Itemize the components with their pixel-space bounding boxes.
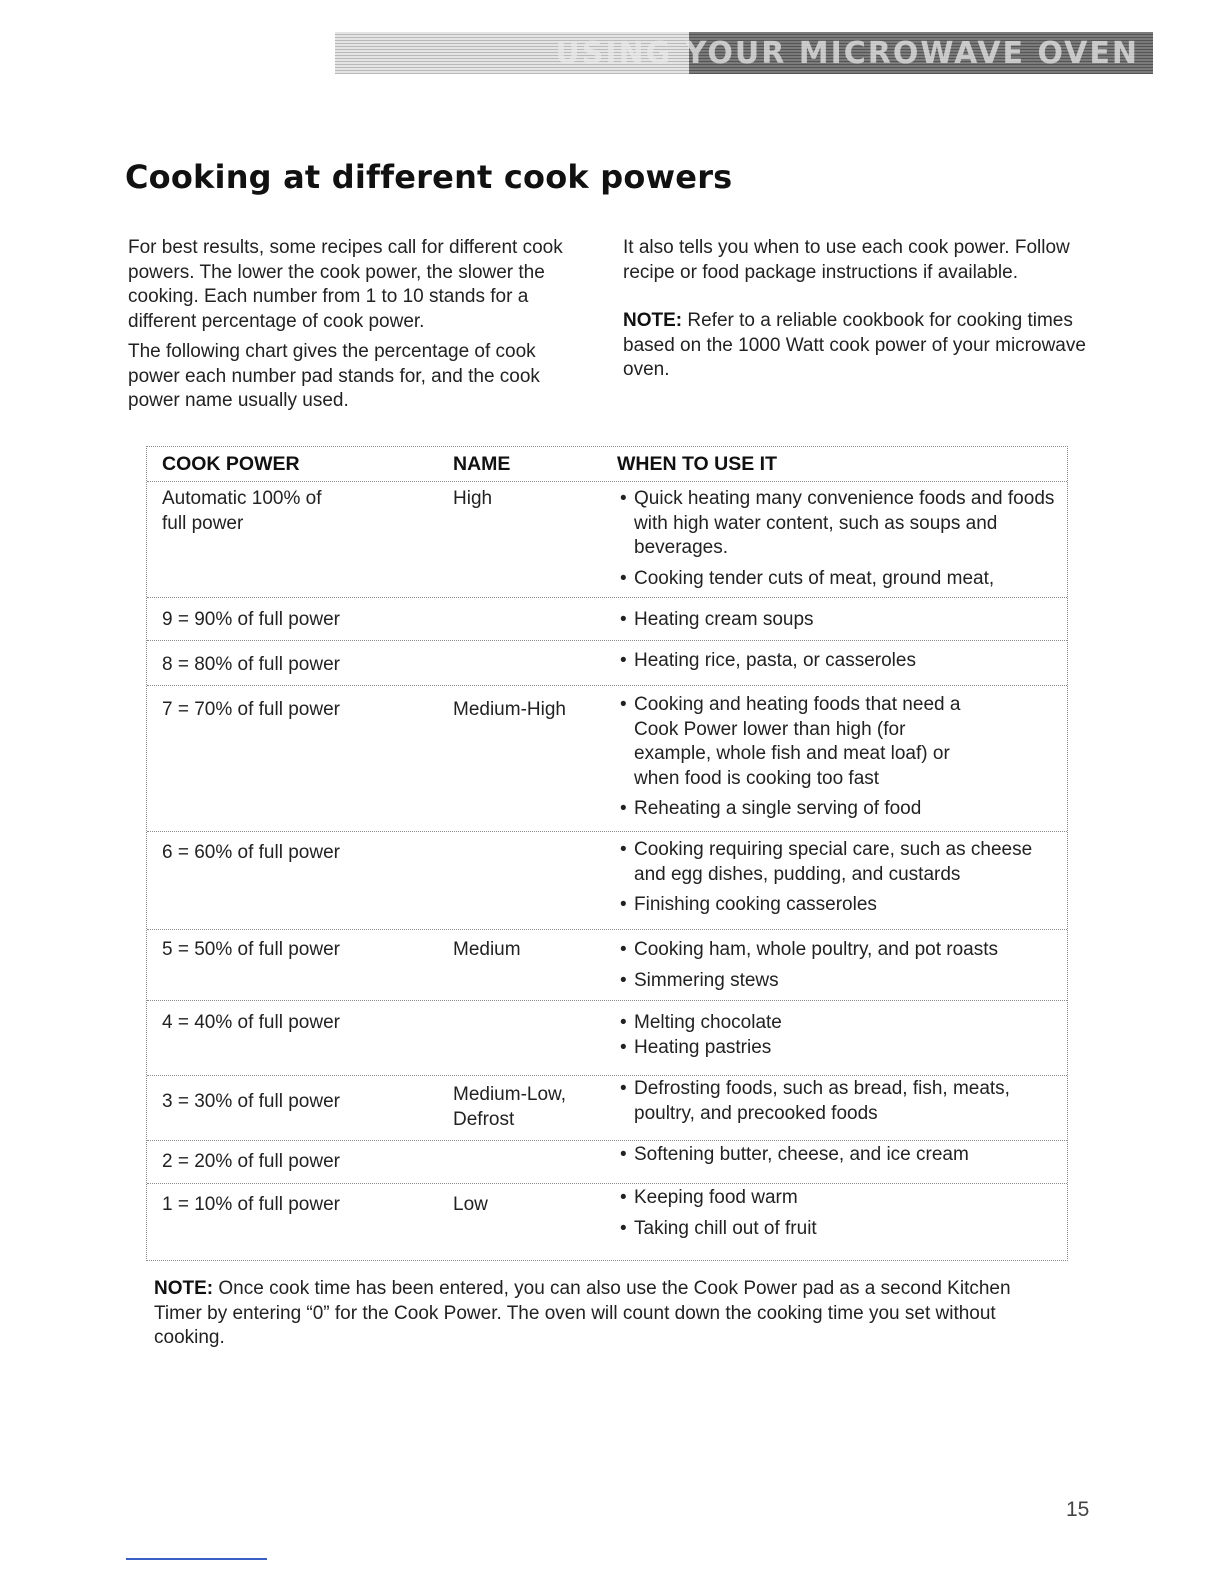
header-name: NAME <box>453 453 511 475</box>
usage-item: • Cooking tender cuts of meat, ground meat, <box>617 567 1062 592</box>
intro-note <box>623 309 1103 383</box>
intro-left-column <box>128 236 588 414</box>
when-to-use-cell <box>617 838 1062 918</box>
cook-power-table <box>146 446 1068 1261</box>
usage-item: • Cooking and heating foods that need a Cook Power lower than high (for example, whole fish and meat loaf) or when food is cooking too fast <box>617 693 987 791</box>
usage-item: • Reheating a single serving of food <box>617 797 987 822</box>
when-to-use-cell <box>617 1143 1062 1168</box>
usage-item: • Finishing cooking casseroles <box>617 893 1062 918</box>
table-row <box>147 1076 1067 1141</box>
cook-power-cell: 9 = 90% of full power <box>162 609 340 630</box>
table-row <box>147 1184 1067 1260</box>
bottom-rule <box>126 1558 267 1560</box>
cook-power-cell: 4 = 40% of full power <box>162 1012 340 1033</box>
usage-item: • Cooking ham, whole poultry, and pot roasts <box>617 938 1062 963</box>
usage-item: • Keeping food warm <box>617 1186 1062 1211</box>
power-name-cell: Medium-Low, Defrost <box>453 1084 566 1130</box>
note-text: Refer to a reliable cookbook for cooking times based on the 1000 Watt cook power of your microwave oven. <box>623 310 1086 380</box>
intro-paragraph: The following chart gives the percentage of cook power each number pad stands for, and the cook power name usually used. <box>128 341 540 411</box>
table-header-row <box>147 447 1067 482</box>
when-to-use-cell <box>617 1186 1062 1241</box>
usage-item: • Heating rice, pasta, or casseroles <box>617 649 1062 674</box>
intro-paragraph: It also tells you when to use each cook power. Follow recipe or food package instructions if available. <box>623 237 1070 283</box>
cook-power-cell: 5 = 50% of full power <box>162 939 340 960</box>
table-row <box>147 641 1067 686</box>
usage-item: • Cooking requiring special care, such as cheese and egg dishes, pudding, and custards <box>617 838 1062 887</box>
when-to-use-cell <box>617 1077 1037 1126</box>
usage-item: • Defrosting foods, such as bread, fish, meats, poultry, and precooked foods <box>617 1077 1037 1126</box>
usage-item: • Softening butter, cheese, and ice cream <box>617 1143 1062 1168</box>
page-number: 15 <box>1066 1498 1090 1521</box>
when-to-use-cell <box>617 1011 1062 1060</box>
when-to-use-cell <box>617 938 1062 993</box>
footnote <box>154 1277 1034 1351</box>
cook-power-cell: 2 = 20% of full power <box>162 1151 340 1172</box>
power-name-cell: Medium <box>453 939 521 960</box>
when-to-use-cell <box>617 649 1062 674</box>
when-to-use-cell <box>617 693 987 822</box>
power-name-cell: Low <box>453 1194 488 1215</box>
power-name-cell: High <box>453 488 493 509</box>
usage-item: • Quick heating many convenience foods and foods with high water content, such as soups and beverages. <box>617 487 1062 561</box>
cook-power-cell: 1 = 10% of full power <box>162 1194 340 1215</box>
usage-item: • Heating pastries <box>617 1036 1062 1061</box>
cook-power-cell: 8 = 80% of full power <box>162 654 340 675</box>
power-name-cell: Medium-High <box>453 699 566 720</box>
usage-item: • Melting chocolate <box>617 1011 1062 1036</box>
cook-power-cell: 7 = 70% of full power <box>162 699 340 720</box>
intro-paragraph: For best results, some recipes call for different cook powers. The lower the cook power, the slower the cooking. Each number from 1 to 10 stands for a different percentage of cook power. <box>128 237 563 332</box>
footnote-label: NOTE: <box>154 1278 214 1299</box>
footnote-text: Once cook time has been entered, you can also use the Cook Power pad as a second Kitchen Timer by entering “0” for the Cook Power. The oven will count down the cooking time you set without cooking. <box>154 1278 1011 1348</box>
table-row <box>147 482 1067 598</box>
intro-right-column <box>623 236 1103 383</box>
cook-power-cell: 3 = 30% of full power <box>162 1091 340 1112</box>
table-row <box>147 1141 1067 1184</box>
table-row <box>147 1001 1067 1076</box>
cook-power-cell: Automatic 100% of full power <box>162 488 322 534</box>
header-cook-power: COOK POWER <box>162 453 300 475</box>
page-title: Cooking at different cook powers <box>125 158 733 196</box>
table-row <box>147 686 1067 832</box>
usage-item: • Taking chill out of fruit <box>617 1217 1062 1242</box>
usage-item: • Simmering stews <box>617 969 1062 994</box>
table-row <box>147 930 1067 1001</box>
cook-power-cell: 6 = 60% of full power <box>162 842 340 863</box>
header-when-to-use: WHEN TO USE IT <box>617 453 777 475</box>
when-to-use-cell <box>617 487 1062 591</box>
table-row <box>147 598 1067 641</box>
note-label: NOTE: <box>623 310 683 331</box>
section-header-title: USING YOUR MICROWAVE OVEN <box>555 36 1139 71</box>
section-header-band <box>335 32 1153 74</box>
when-to-use-cell <box>617 608 1062 633</box>
table-row <box>147 832 1067 930</box>
usage-item: • Heating cream soups <box>617 608 1062 633</box>
